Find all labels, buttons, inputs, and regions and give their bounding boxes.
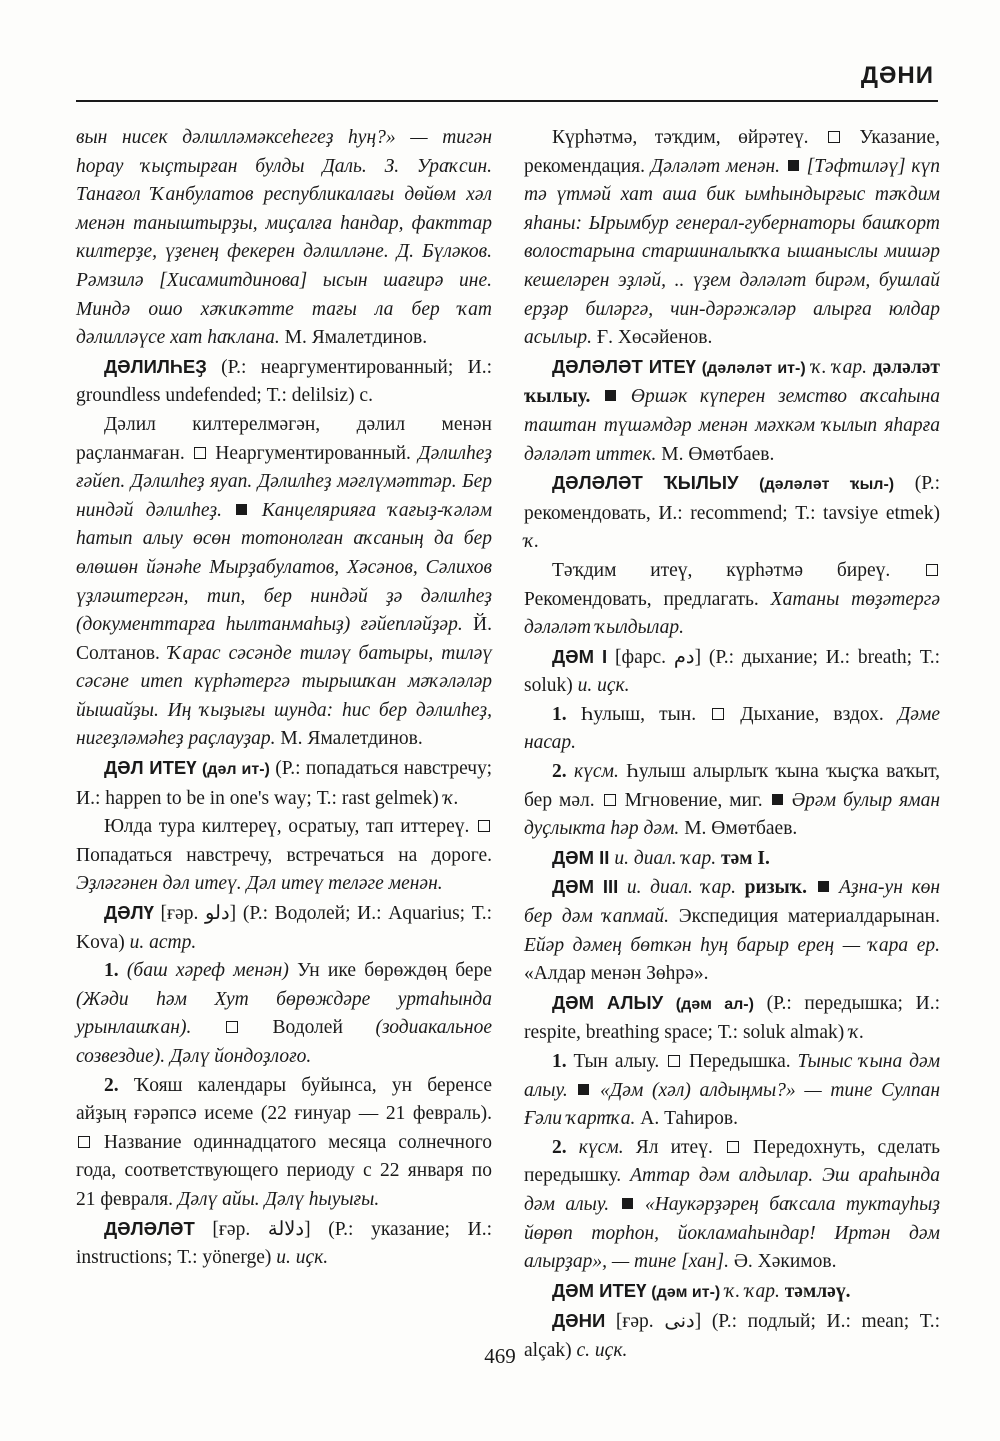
square-marker-icon (772, 794, 783, 805)
headword: ДӘЛӘЛӘТ ҠЫЛЫУ (552, 472, 739, 494)
example: Канцелярияға ҡағыҙ-ҡәләм һатып алыу өсөн тотонолған аҡсаның да бер өлөшөн йәнәһе Мырҙабулатов, Хәсәнов, Сәлихов үҙләштергән, тип, бер ниндәй ҙә дәлилһеҙ (документтарға һылтанмаһыҙ) ғәйепләйҙәр. (76, 499, 493, 636)
headword-stem: (дәләләт ҡыл-) (759, 476, 895, 494)
box-marker-icon (478, 820, 490, 832)
headword: ДӘЛӘЛӘТ (104, 1217, 195, 1239)
russian-gloss: Рекомендовать, предлагать. (524, 588, 759, 610)
entry-dam-1 (524, 643, 940, 701)
source-ref: А. Таһиров. (640, 1108, 738, 1130)
example: Дәлү йондоҙлоғо. (170, 1046, 312, 1067)
entry-dam-alyu (524, 989, 940, 1048)
russian-gloss: Дыхание, вздох. (740, 703, 884, 725)
definition: Тәҡдим итеү, күрһәтмә биреү. (552, 559, 891, 581)
definition: Ун ике бөрөждөң бере (297, 960, 492, 982)
gloss-note: (зодиакальное созвездие). (76, 1017, 492, 1067)
part-of-speech: ҡ. (443, 787, 459, 809)
source-ref: М. Өмөтбаев. (684, 818, 798, 840)
sense-1 (524, 701, 940, 758)
source-ref: «Алдар менән Зөһрә». (524, 963, 709, 985)
definition: Тын алыу. (573, 1051, 660, 1072)
gloss-note: (баш хәреф менән) (126, 960, 289, 982)
etymology: [фарс. دم] (614, 646, 702, 668)
square-marker-icon (818, 881, 829, 892)
headword: ДӘЛҮ (104, 902, 154, 924)
russian-gloss: Передохнуть, сделать передышку. (524, 1136, 941, 1187)
headword-stem: (дәл ит-) (201, 761, 270, 779)
definition: Һулыш, тын. (580, 703, 697, 725)
sense-2 (524, 1134, 940, 1277)
example: «Наукәрҙәрең баҡсала туктауһыҙ йөрөп торһон, йокламаһындар! Иртән дәм алырҙар», — тине [хан]. (524, 1193, 940, 1273)
headword: ДӘМ III (552, 876, 619, 898)
sense-number: 1. (104, 960, 119, 982)
entry-dalalat-kylyu-def (524, 557, 940, 643)
example: [Тәфтиләү] күп тә үтмәй хат аша бик ымһындырғыс тәҡдим яһаны: Ырымбур генерал-губернаторы башҡорт волостарына старшиналыҡҡа ышаныслы мишәр кешеләрен эҙләй, .. үҙем дәләләт бирәм, бушлай ерҙәр биләргә, чин-дәрәжәләр алырға юлдар асылыр. (524, 155, 941, 349)
cross-reference: тәмләү. (784, 1280, 851, 1302)
headword: ДӘНИ (552, 1310, 606, 1332)
sense-number: 1. (552, 703, 567, 725)
translations: (Р.: передышка; И.: respite, breathing space; Т.: soluk almak) (524, 992, 940, 1044)
entry-dalalat (76, 1215, 492, 1273)
example: Дәме насар. (524, 703, 941, 754)
definition: Дәлил килтерелмәгән, дәлил менән раҫланмаған. (76, 413, 492, 464)
box-marker-icon (226, 1021, 238, 1033)
example: Хатаны төҙәтергә дәләләт ҡылдылар. (524, 588, 940, 639)
example: Дәлилһеҙ ғәйеп. Дәлилһеҙ яуап. Дәлилһеҙ мәғлүмәттәр. Бер ниндәй дәлилһеҙ. (76, 442, 493, 521)
sense-1 (76, 957, 492, 1071)
page-number: 469 (484, 1344, 516, 1368)
example: Әрәм булыр яман дуҫлыкта һәр дәм. (524, 789, 941, 840)
russian-gloss: Указание, рекомендация. (524, 127, 940, 177)
sense-2 (524, 758, 940, 844)
part-of-speech: күсм. (578, 1136, 624, 1158)
russian-gloss: Название одиннадцатого месяца солнечного года, соответствующего периоду с 22 января по 21 февраля. (76, 1131, 492, 1210)
translations: (Р.: подлый; И.: mean; Т.: alçak) (524, 1311, 941, 1361)
source-ref: Ә. Хәкимов. (733, 1251, 837, 1273)
headword-stem: (дәм ит-) (651, 1283, 721, 1301)
entry-dalalat-kylyu (524, 469, 940, 557)
part-of-speech: и. иҫк. (276, 1247, 329, 1269)
sense-number: 2. (552, 1136, 567, 1158)
source-ref: М. Ямалетдинов. (284, 327, 428, 349)
example: Тыныс ҡына дәм алыу. (524, 1051, 941, 1101)
sense-1 (524, 1048, 940, 1134)
part-of-speech: и. диал. ҡар. (626, 877, 737, 899)
part-of-speech: күсм. (573, 761, 619, 783)
cross-reference: тәм I. (720, 847, 770, 869)
headword: ДӘЛ ИТЕҮ (104, 757, 197, 779)
example: Аҙна-ун көн бер дәм ҡапмай. (524, 877, 940, 928)
source-ref: Ғ. Хөсәйенов. (596, 327, 713, 349)
entry-dam-3 (524, 873, 940, 988)
box-marker-icon (712, 708, 724, 720)
russian-gloss: Водолей (272, 1017, 343, 1039)
square-marker-icon (622, 1198, 633, 1209)
sense-number: 2. (552, 761, 567, 783)
translations: (Р.: попадаться навстречу; И.: happen to be in one's way; Т.: rast gelmek) (76, 758, 492, 809)
translations: (Р.: неаргументированный; И.: groundless undefended; Т.: delilsiz) с. (76, 356, 492, 407)
russian-gloss: Передышка. (689, 1051, 791, 1072)
cross-reference: ризыҡ. (744, 877, 807, 899)
square-marker-icon (788, 160, 799, 171)
russian-gloss: Мгновение, миг. (624, 789, 763, 811)
part-of-speech: и. диал. ҡар. (614, 847, 717, 869)
headword: ДӘЛИЛҺЕҘ (104, 355, 207, 377)
entry-continuation (76, 124, 492, 353)
cross-reference: дәләләт ҡылыу. (524, 356, 941, 408)
entry-dalu (76, 899, 492, 957)
box-marker-icon (604, 794, 616, 806)
sense-number: 1. (552, 1051, 567, 1072)
russian-gloss: Попадаться навстречу, встречаться на дороге. (76, 844, 492, 866)
header-rule (76, 100, 938, 102)
part-of-speech: ҡ. (524, 531, 540, 553)
gloss-note: (Жәди һәм Хут бөрөждәре уртаһында урынлашҡан). (76, 988, 492, 1039)
source-ref: Й. Солтанов. (76, 614, 492, 664)
headword-stem: (дәләләт ит-) (701, 359, 806, 377)
headword-stem: (дәм ал-) (675, 995, 754, 1013)
translations: (Р.: рекомендовать, И.: recommend; Т.: tavsiye etmek) (524, 473, 940, 524)
box-marker-icon (194, 447, 206, 459)
entry-dalilhez-def (76, 411, 492, 754)
entry-dal-iteu-def (76, 813, 492, 899)
source-ref: Экспедиция материалдарынан. (678, 906, 940, 928)
entry-dam-2 (524, 844, 940, 874)
translations: (Р.: дыхание; И.: breath; Т.: soluk) (524, 646, 941, 697)
headword: ДӘМ АЛЫУ (552, 991, 664, 1013)
etymology: [ғәр. دلالة] (212, 1218, 311, 1240)
square-marker-icon (578, 1084, 589, 1095)
example: Өршәк күперен земство аҡсаһына таштан түшәмдәр менән мәхкәм ҡылып яһарға дәләләт иттек. (524, 386, 941, 465)
etymology: [ғәр. دنی] (615, 1311, 702, 1333)
headword: ДӘМ I (552, 645, 608, 667)
part-of-speech: и. иҫк. (577, 675, 630, 697)
example: Дәләләт менән. (650, 155, 781, 177)
entry-dam-iteu (524, 1277, 940, 1308)
box-marker-icon (727, 1141, 739, 1153)
example: Аттар дәм алдылар. Эш араһында дәм алыу. (524, 1165, 941, 1215)
example: Ҡарас сәсәнде тиләү батыры, тиләү сәсәне итеп күрһәтергә тырышҡан мәҡәләләр йышайҙы. Иң ҡыҙығы шунда: һис бер дәлилһеҙ, нигеҙләмәһеҙ раҫлауҙар. (76, 642, 493, 750)
definition: Ял итеү. (635, 1136, 713, 1158)
definition: Һулыш алырлыҡ ҡына ҡыҫҡа ваҡыт, бер мәл. (524, 761, 941, 811)
square-marker-icon (605, 390, 616, 401)
box-marker-icon (926, 564, 938, 576)
square-marker-icon (236, 504, 247, 515)
headword: ДӘМ ИТЕҮ (552, 1279, 647, 1301)
example: Ейәр дәмең бөткән һуң барыр ерең — ҡара ер. (524, 934, 940, 956)
entry-text: вын нисек дәлилләмәксеһегеҙ һуң?» — тигән һорау ҡыҫтырған булды Даль. З. Ураҡсин. Танағол Ҡанбулатов республикалағы дөйөм хәл менән таныштырҙы, миҫалға һандар, факттар килтерҙе, үҙенең фекерен дәлилләне. Д. Бүләков. Рәмзилә [Хисамитдинова] ысын шағирә ине. Миндә ошо хәҡиҡәтте тағы ла бер ҡат дәлилләүсе хат һаҡлана. (76, 127, 492, 349)
source-ref: М. Өмөтбаев. (661, 443, 775, 465)
part-of-speech: с. иҫк. (576, 1339, 628, 1361)
box-marker-icon (668, 1055, 680, 1067)
example: «Дәм (хәл) алдыңмы?» — тине Сулпан Ғәли ҡартҡа. (524, 1079, 940, 1130)
part-of-speech: ҡ. ҡар. (725, 1280, 780, 1302)
entry-dalalat-iteu (524, 353, 940, 469)
definition: Юлда тура килтереү, осратыу, тап иттереү. (104, 816, 470, 838)
translations: (Р.: Водолей; И.: Aquarius; Т.: Kova) (76, 903, 493, 953)
headword: ДӘЛӘЛӘТ ИТЕҮ (552, 355, 696, 377)
etymology: [ғәр. دلو] (160, 903, 237, 925)
box-marker-icon (78, 1136, 90, 1148)
example: Эҙләгәнен дәл итеү. Дәл итеү теләге менән. (76, 873, 443, 895)
right-column (524, 124, 941, 1361)
left-column (76, 124, 492, 1344)
sense-2 (76, 1072, 492, 1215)
definition: Ҡояш календары буйынса, ун беренсе айҙың ғәрәпсә исеме (22 ғинуар — 21 февраль). (76, 1074, 493, 1125)
sense-number: 2. (104, 1074, 119, 1096)
source-ref: М. Ямалетдинов. (280, 728, 423, 750)
headword: ДӘМ II (552, 846, 610, 868)
entry-dalilhez (76, 353, 492, 411)
russian-gloss: Неаргументированный. (215, 442, 411, 464)
definition: Күрһәтмә, тәҡдим, өйрәтеү. (552, 127, 809, 148)
part-of-speech: ҡ. (849, 1022, 865, 1044)
running-head: ДӘНИ (860, 62, 934, 89)
entry-dal-iteu (76, 754, 492, 813)
part-of-speech: и. астр. (129, 931, 197, 953)
translations: (Р.: указание; И.: instructions; Т.: yönerge) (76, 1218, 493, 1269)
part-of-speech: ҡ. ҡар. (811, 356, 867, 378)
example: Дәлү айы. Дәлү һыуығы. (177, 1188, 380, 1210)
box-marker-icon (828, 131, 840, 143)
entry-dalalat-def (524, 124, 940, 353)
